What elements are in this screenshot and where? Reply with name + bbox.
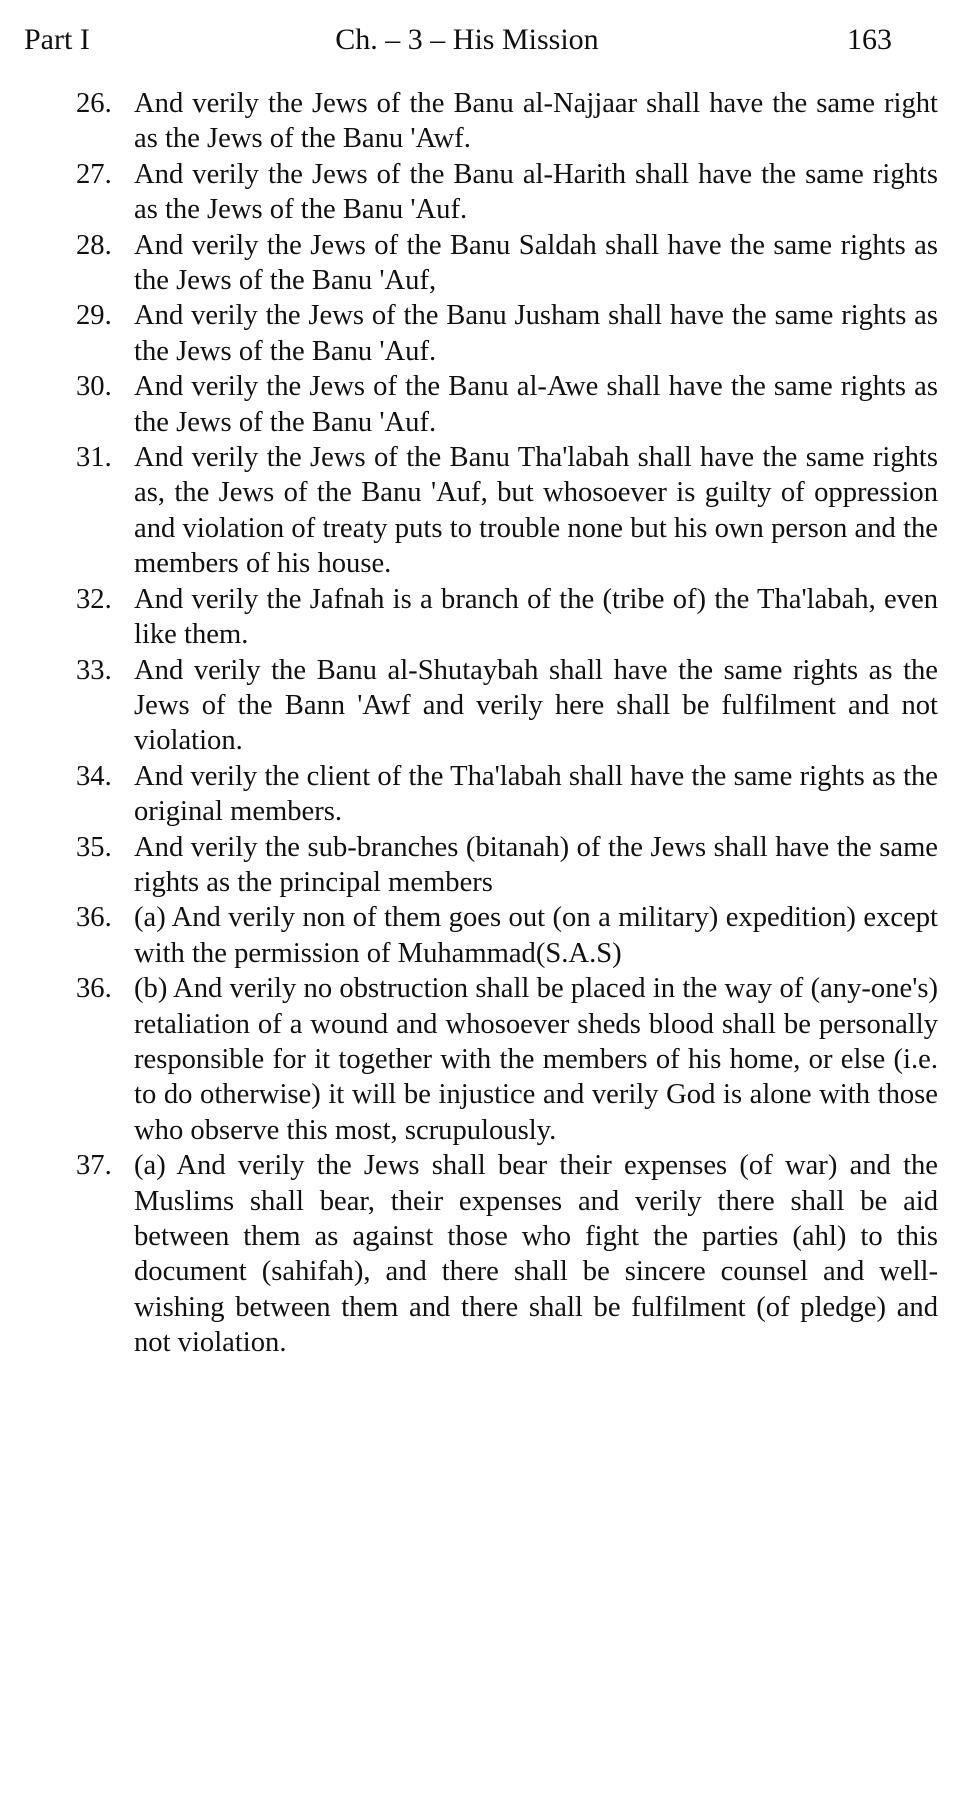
item-text: And verily the Jews of the Banu al-Awe shall have the same rights as the Jews of the Banu 'Auf. [134, 371, 938, 438]
item-text: And verily the Jews of the Banu al-Harith shall have the same rights as the Jews of the Banu 'Auf. [134, 158, 938, 226]
running-header [24, 20, 892, 60]
item-text: And verily the Jafnah is a branch of the (tribe of) the Tha'labah, even like them. [134, 583, 938, 651]
item-text: And verily the Jews of the Banu al-Najjaar shall have the same right as the Jews of the Banu 'Awf. [134, 88, 938, 155]
chapter-title: Ch. – 3 – His Mission [335, 23, 599, 56]
item-number: 36. [76, 902, 112, 934]
item-number: 26. [76, 88, 112, 119]
item-text: And verily the Jews of the Banu Tha'labah shall have the same rights as, the Jews of the Banu 'Auf, but whosoever is guilty of oppression and violation of treaty puts to trouble none but his own person and the members of his house. [134, 442, 938, 580]
list-item [76, 900, 938, 971]
item-number: 29. [76, 300, 112, 332]
item-text: (b) And verily no obstruction shall be placed in the way of (any-one's) retaliation of a wound and whosoever sheds blood shall be personally responsible for it together with the members of his home, or else (i.e. to do otherwise) it will be injustice and verily God is alone with those who observe this most, scrupulously. [134, 973, 938, 1146]
item-number: 30. [76, 371, 112, 403]
page-number: 163 [847, 23, 892, 56]
list-item [76, 759, 938, 830]
item-number: 28. [76, 229, 112, 261]
item-text: (a) And verily non of them goes out (on a military) expedition) except with the permission of Muhammad(S.A.S) [134, 902, 938, 969]
item-number: 36. [76, 973, 112, 1005]
item-text: And verily the client of the Tha'labah shall have the same rights as the original members. [134, 760, 938, 828]
item-number: 32. [76, 583, 112, 615]
item-text: And verily the Banu al-Shutaybah shall have the same rights as the Jews of the Bann 'Awf and verily here shall be fulfilment and not violation. [134, 654, 938, 757]
list-item [76, 157, 938, 228]
item-text: (a) And verily the Jews shall bear their expenses (of war) and the Muslims shall bear, their expenses and verily there shall be aid between them as against those who fight the parties (ahl) to this document (sahifah), and there shall be sincere counsel and well-wishing between them and there shall be fulfilment (of pledge) and not violation. [134, 1150, 938, 1359]
list-item [76, 298, 938, 369]
clause-list [76, 86, 938, 1361]
list-item [76, 830, 938, 901]
list-item [76, 653, 938, 759]
list-item [76, 582, 938, 653]
item-number: 31. [76, 442, 112, 474]
item-text: And verily the Jews of the Banu Saldah shall have the same rights as the Jews of the Banu 'Auf, [134, 229, 938, 297]
item-number: 34. [76, 760, 112, 792]
list-item [76, 86, 938, 157]
list-item [76, 440, 938, 582]
list-item [76, 228, 938, 299]
item-text: And verily the Jews of the Banu Jusham shall have the same rights as the Jews of the Banu 'Auf. [134, 300, 938, 367]
list-item [76, 971, 938, 1148]
item-number: 33. [76, 654, 112, 686]
part-label: Part I [24, 23, 90, 56]
list-item [76, 369, 938, 440]
item-number: 35. [76, 831, 112, 863]
item-number: 27. [76, 158, 112, 190]
item-text: And verily the sub-branches (bitanah) of the Jews shall have the same rights as the principal members [134, 831, 938, 898]
list-item [76, 1148, 938, 1360]
item-number: 37. [76, 1150, 112, 1182]
